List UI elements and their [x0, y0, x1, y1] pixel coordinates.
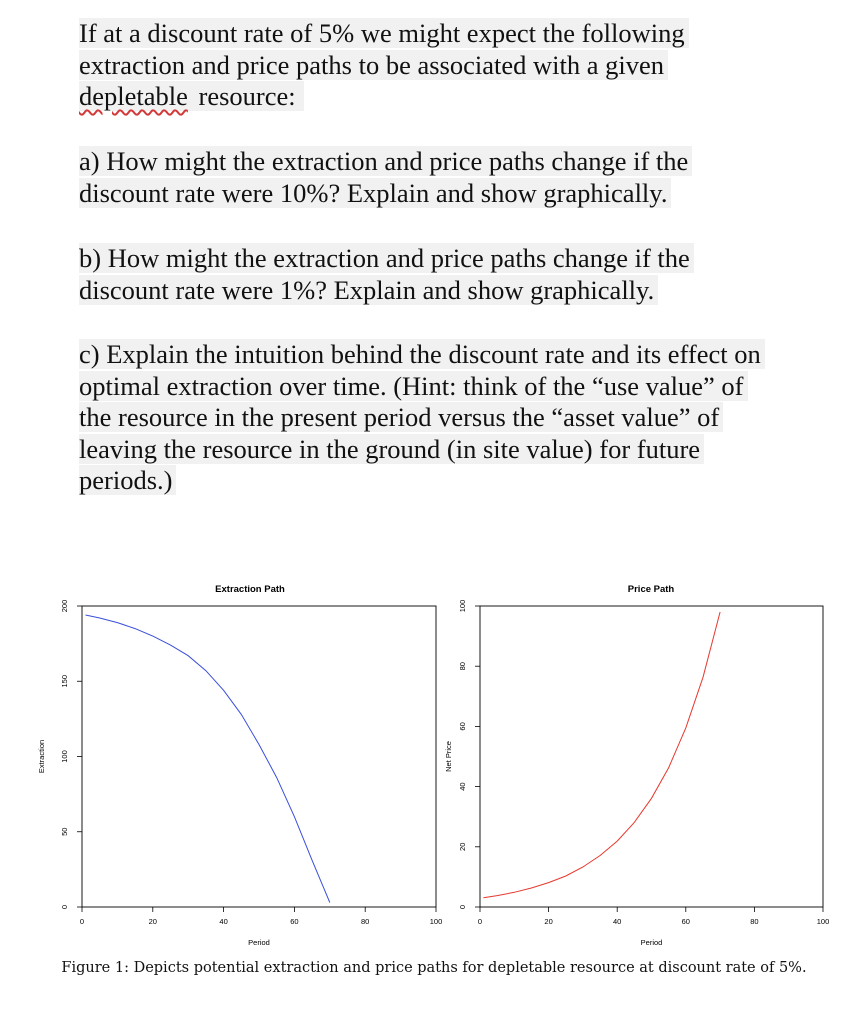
question-c-line-3: the resource in the present period versus the “asset value” of [79, 402, 723, 432]
x-tick-label: 100 [816, 917, 830, 926]
extraction-path-chart [30, 570, 443, 955]
y-tick-label: 60 [458, 722, 467, 731]
question-a [79, 146, 692, 209]
question-c-line-2: optimal extraction over time. (Hint: think of the “use value” of [79, 371, 748, 401]
y-axis-label: Extraction [37, 739, 46, 774]
figure-caption: Figure 1: Depicts potential extraction and price paths for depletable resource at discount rate of 5%. [61, 960, 807, 976]
x-tick-label: 20 [544, 917, 553, 926]
y-tick-label: 0 [60, 904, 69, 910]
y-tick-label: 100 [60, 750, 69, 763]
y-axis-label: Net Price [444, 741, 453, 772]
x-axis-label: Period [248, 938, 270, 947]
y-tick-label: 100 [458, 599, 467, 613]
chart-title: Price Path [627, 584, 675, 595]
y-tick-label: 20 [458, 842, 467, 851]
intro-paragraph [79, 18, 689, 113]
intro-line-1: If at a discount rate of 5% we might expect the following [79, 18, 689, 48]
y-tick-label: 50 [60, 827, 69, 836]
intro-line-3 [79, 81, 304, 111]
net-price-series-line [483, 612, 720, 898]
x-tick-label: 80 [361, 917, 370, 926]
plot-frame [480, 606, 823, 907]
x-tick-label: 40 [613, 917, 622, 926]
x-tick-label: 60 [681, 917, 690, 926]
question-b [79, 243, 694, 306]
question-c [79, 339, 765, 497]
y-tick-label: 150 [60, 674, 69, 688]
y-tick-label: 80 [458, 662, 467, 671]
price-path-chart [445, 570, 830, 955]
plot-frame [82, 606, 436, 907]
question-a-line-1: a) How might the extraction and price paths change if the [79, 146, 692, 176]
y-tick-label: 200 [60, 599, 69, 613]
question-c-line-5: periods.) [79, 465, 176, 495]
question-c-line-4: leaving the resource in the ground (in site value) for future [79, 434, 704, 464]
x-tick-label: 20 [148, 917, 157, 926]
x-tick-label: 80 [750, 917, 759, 926]
x-axis-label: Period [640, 938, 663, 947]
x-tick-label: 60 [290, 917, 299, 926]
x-tick-label: 40 [219, 917, 228, 926]
question-b-line-1: b) How might the extraction and price paths change if the [79, 243, 694, 273]
y-tick-label: 40 [458, 782, 467, 791]
question-b-line-2: discount rate were 1%? Explain and show graphically. [79, 275, 658, 305]
price-chart-svg [445, 570, 830, 955]
x-tick-label: 0 [477, 917, 483, 926]
question-c-line-1: c) Explain the intuition behind the discount rate and its effect on [79, 339, 765, 369]
question-a-line-2: discount rate were 10%? Explain and show graphically. [79, 178, 671, 208]
intro-line-2: extraction and price paths to be associated with a given [79, 50, 668, 80]
chart-title: Extraction Path [215, 584, 285, 595]
extraction-series-line [86, 615, 330, 903]
y-tick-label: 0 [458, 904, 467, 910]
spellcheck-word[interactable]: depletable [79, 81, 192, 111]
x-tick-label: 100 [429, 917, 443, 926]
x-tick-label: 0 [79, 917, 85, 926]
intro-line-3-rest: resource: [192, 81, 300, 111]
extraction-chart-svg [30, 570, 443, 955]
